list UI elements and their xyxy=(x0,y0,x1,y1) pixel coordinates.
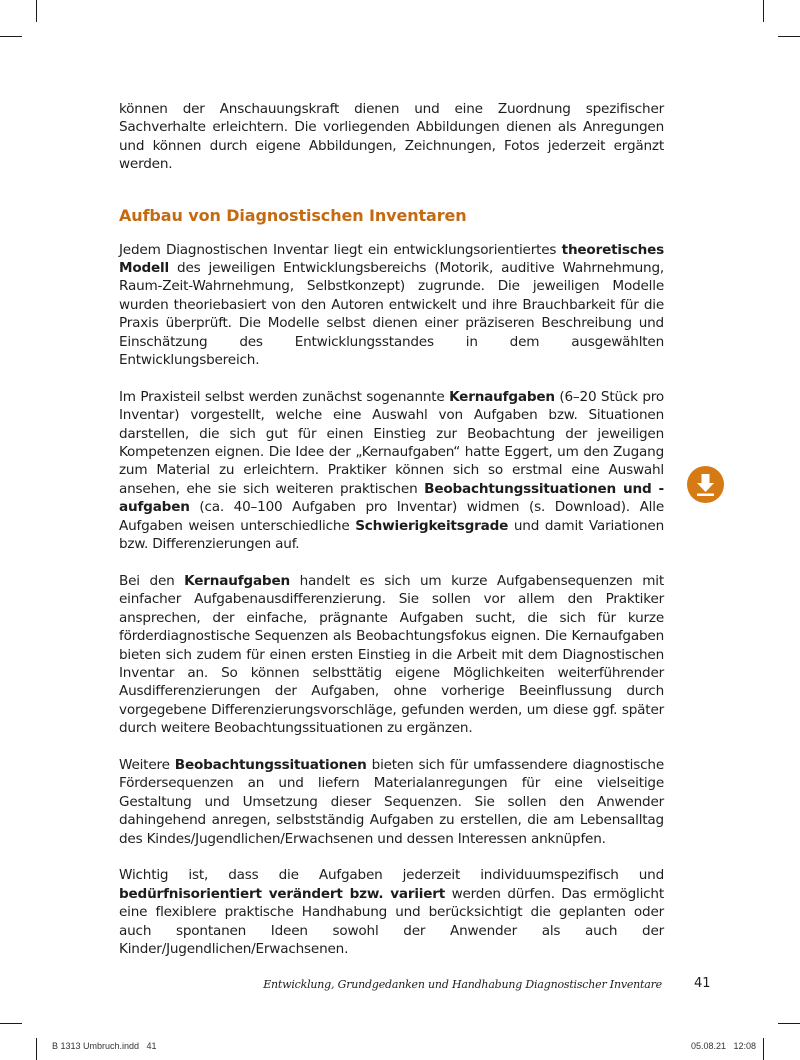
paragraph-flexibility: Wichtig ist, dass die Aufgaben jederzeit individuumspezifisch und bedürfnisorientiert verändert bzw. variiert werden dürfen. Das ermöglicht eine flexiblere praktische Handhabung und berücksichtigt die geplanten oder auch spontanen Ideen sowohl der Anwender als auch der Kinder/Jugendlichen/Erwachsenen. xyxy=(119,867,664,957)
crop-mark xyxy=(778,1023,800,1024)
download-icon[interactable] xyxy=(687,466,724,503)
paragraph-kernaufgaben: Bei den Kernaufgaben handelt es sich um kurze Aufgabensequenzen mit einfacher Aufgabenausdifferenzierung. Sie sollen vor allem den Praktiker ansprechen, der einfache, prägnante Aufgaben sucht, die sich für kurze förderdiagnostische Sequenzen als Beobachtungsfokus eignen. Die Kernaufgaben bieten sich zudem für einen ersten Einstieg in die Arbeit mit dem Diagnostischen Inventar an. So können selbsttätig eigene Möglichkeiten weiterführender Ausdifferenzierungen der Aufgaben, ohne vorherige Beeinflussung durch vorgegebene Differenzierungsvorschläge, gefunden werden, um diese ggf. später durch weitere Beobachtungssituationen zu ergänzen. xyxy=(119,572,664,737)
crop-mark xyxy=(763,0,764,22)
paragraph-theory-model: Jedem Diagnostischen Inventar liegt ein entwicklungsorientiertes theoretisches Modell des jeweiligen Entwicklungsbereichs (Motorik, auditive Wahrnehmung, Raum-Zeit-Wahrnehmung, Selbstkonzept) zugrunde. Die jeweiligen Modelle wurden theoriebasiert von den Autoren entwickelt und ihre Brauchbarkeit für die Praxis überprüft. Die Modelle selbst dienen einer präziseren Beschreibung und Einschätzung des Entwicklungsstandes in dem ausgewählten Entwicklungsbereich. xyxy=(119,241,664,369)
running-footer-title: Entwicklung, Grundgedanken und Handhabung Diagnostischer Inventare xyxy=(263,978,662,991)
crop-mark xyxy=(36,0,37,22)
crop-mark xyxy=(36,1038,37,1060)
crop-mark xyxy=(778,36,800,37)
slug-file-info: B 1313 Umbruch.indd 41 xyxy=(52,1041,157,1051)
crop-mark xyxy=(0,36,22,37)
paragraph-beobachtungssituationen: Weitere Beobachtungssituationen bieten sich für umfassendere diagnostische Fördersequenzen an und liefern Materialanregungen für eine vielseitige Gestaltung und Umsetzung dieser Sequenzen. Sie sollen den Anwender dahingehend anregen, selbstständig Aufgaben zu erstellen, die am Lebensalltag des Kindes/Jugendlichen/Erwachsenen und dessen Interessen anknüpfen. xyxy=(119,756,664,847)
crop-mark xyxy=(763,1038,764,1060)
paragraph-intro: können der Anschauungskraft dienen und eine Zuordnung spezifischer Sachverhalte erleichtern. Die vorliegenden Abbildungen dienen als Anregungen und können durch eigene Abbildungen, Zeichnungen, Fotos jederzeit ergänzt werden. xyxy=(119,101,664,173)
paragraph-praxisteil: Im Praxisteil selbst werden zunächst sogenannte Kernaufgaben (6–20 Stück pro Inventar) vorgestellt, welche eine Auswahl von Aufgaben bzw. Situationen darstellen, die sich gut für einen Einstieg zur Beobachtung der jeweiligen Kompetenzen eignen. Die Idee der „Kernaufgaben“ hatte Eggert, um den Zugang zum Material zu erleichtern. Praktiker können sich so erstmal eine Auswahl ansehen, ehe sie sich weiteren praktischen Beobachtungssituationen und -aufgaben (ca. 40–100 Aufgaben pro Inventar) widmen (s. Download). Alle Aufgaben weisen unterschiedliche Schwierigkeitsgrade und damit Variationen bzw. Differenzierungen auf. xyxy=(119,388,664,553)
page-number: 41 xyxy=(694,976,711,991)
section-heading: Aufbau von Diagnostischen Inventaren xyxy=(119,205,467,225)
crop-mark xyxy=(0,1023,22,1024)
download-arrow-icon xyxy=(687,466,724,503)
body-text xyxy=(119,100,664,977)
slug-date-time: 05.08.21 12:08 xyxy=(690,1041,756,1051)
